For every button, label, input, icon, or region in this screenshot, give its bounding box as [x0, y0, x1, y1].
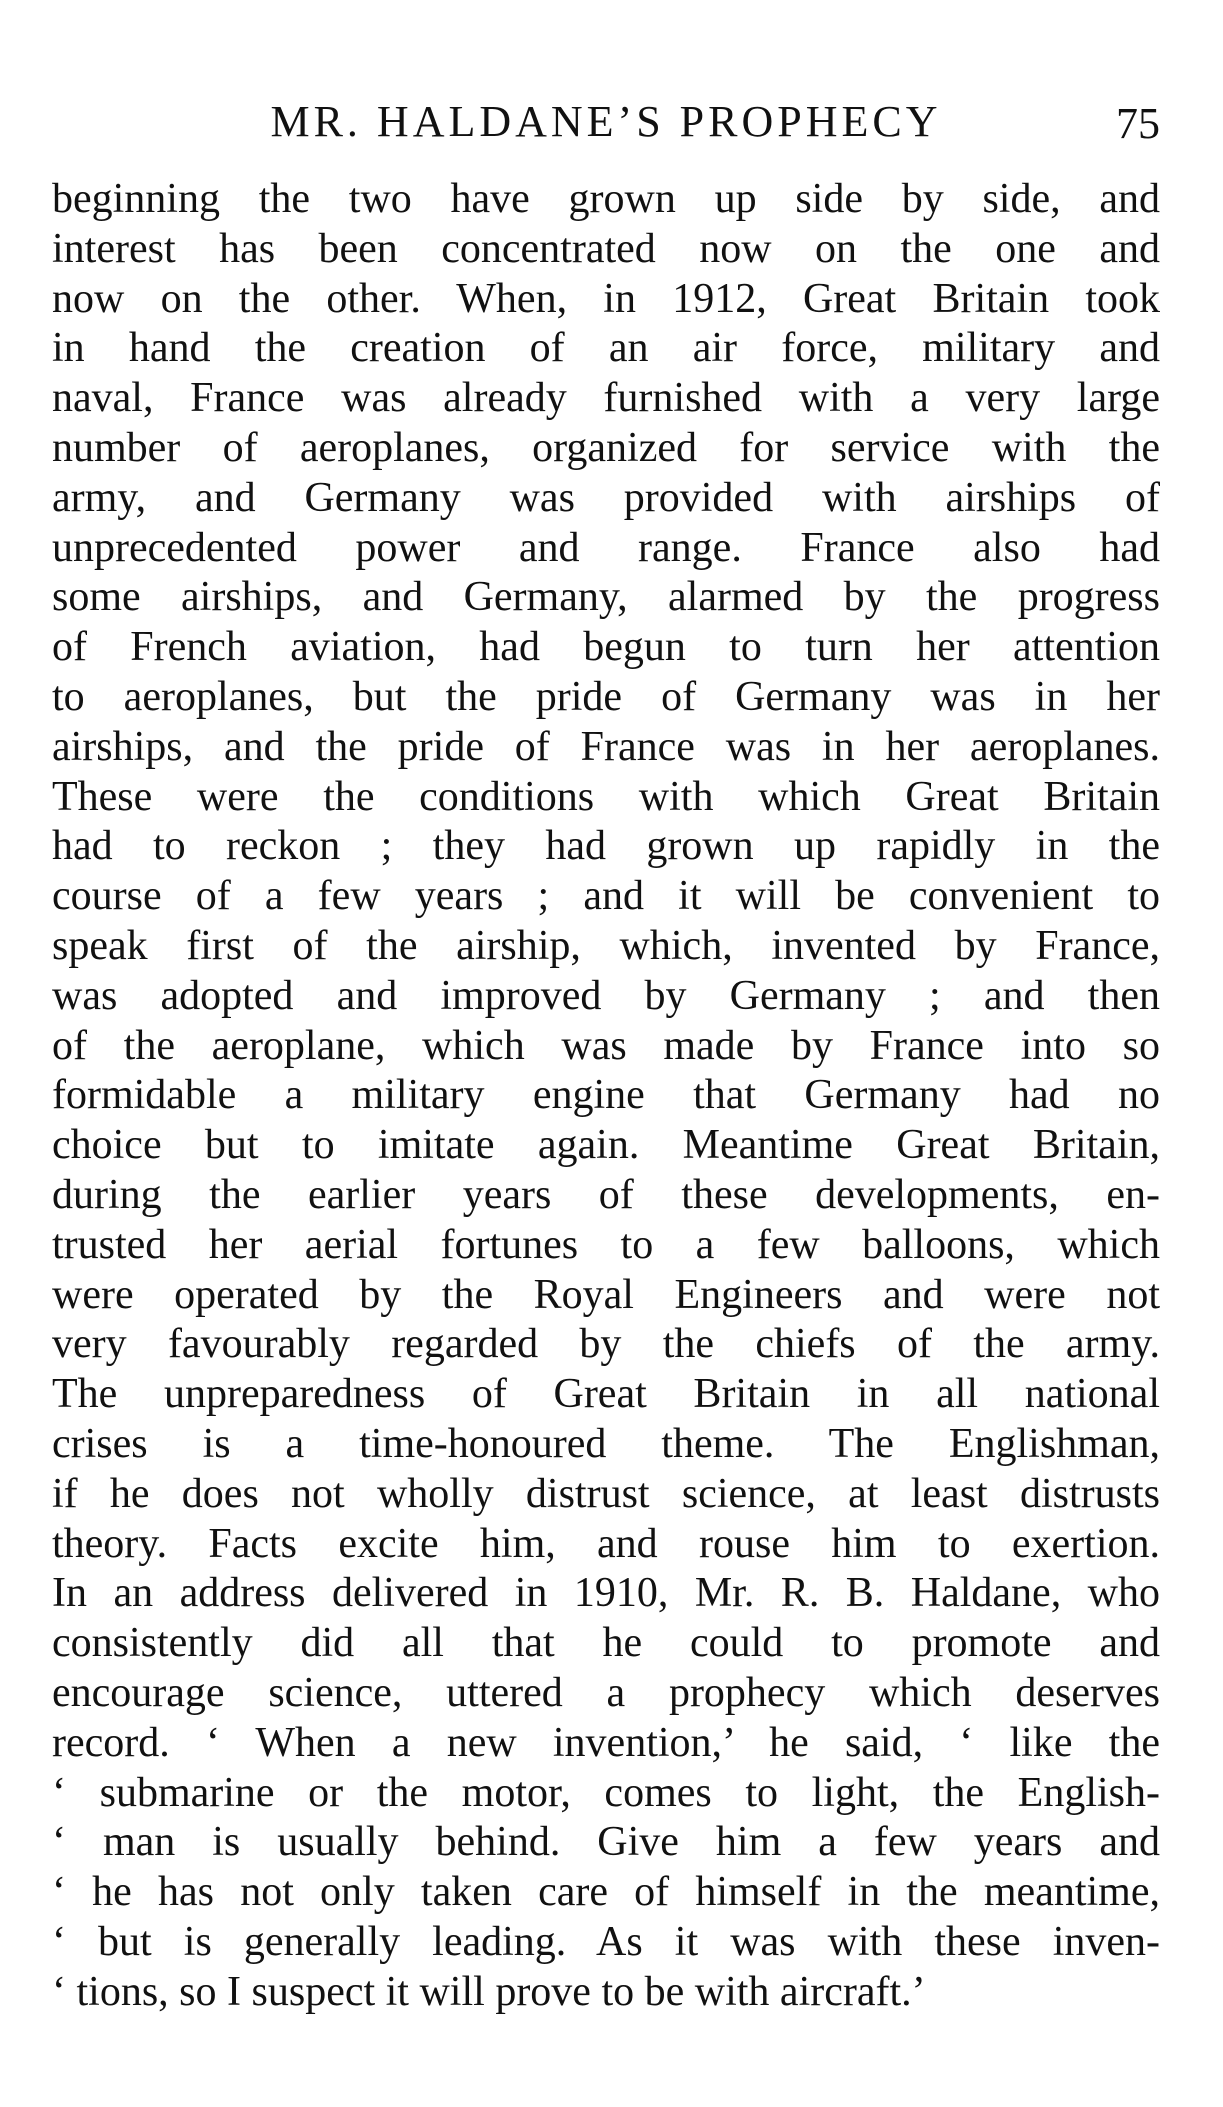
text-line: army, and Germany was provided with airships of [52, 474, 1160, 521]
text-line: course of a few years ; and it will be convenient to [52, 873, 1160, 920]
running-title: MR. HALDANE’S PROPHECY [270, 97, 942, 146]
text-line: record. ‘ When a new invention,’ he said, ‘ like the [52, 1719, 1160, 1766]
text-line: ‘ he has not only taken care of himself in the meantime, [52, 1869, 1160, 1916]
text-line: number of aeroplanes, organized for service with the [52, 424, 1160, 471]
text-line: naval, France was already furnished with a very large [52, 375, 1160, 422]
text-line: during the earlier years of these developments, en- [52, 1171, 1160, 1218]
page-number: 75 [1116, 99, 1160, 148]
text-line: beginning the two have grown up side by side, and [52, 176, 1160, 222]
text-line: speak first of the airship, which, invented by France, [52, 922, 1160, 969]
text-line: interest has been concentrated now on the one and [52, 225, 1160, 272]
text-line: ‘ submarine or the motor, comes to light, the English- [52, 1769, 1160, 1816]
text-line: The unpreparedness of Great Britain in all national [52, 1371, 1160, 1418]
body-text [52, 175, 1160, 2017]
text-line: unprecedented power and range. France also had [52, 524, 1160, 571]
text-line: of the aeroplane, which was made by France into so [52, 1022, 1160, 1069]
text-line: crises is a time-honoured theme. The Englishman, [52, 1420, 1160, 1467]
text-line: was adopted and improved by Germany ; and then [52, 972, 1160, 1019]
text-line: airships, and the pride of France was in her aeroplanes. [52, 723, 1160, 770]
text-line: trusted her aerial fortunes to a few balloons, which [52, 1221, 1160, 1268]
text-line: formidable a military engine that Germany had no [52, 1072, 1160, 1119]
text-line: were operated by the Royal Engineers and were not [52, 1271, 1160, 1318]
text-line: in hand the creation of an air force, military and [52, 325, 1160, 372]
text-line: if he does not wholly distrust science, at least distrusts [52, 1470, 1160, 1517]
text-line: had to reckon ; they had grown up rapidly in the [52, 823, 1160, 870]
text-line: theory. Facts excite him, and rouse him to exertion. [52, 1520, 1160, 1567]
text-line: to aeroplanes, but the pride of Germany was in her [52, 673, 1160, 720]
text-line: now on the other. When, in 1912, Great Britain took [52, 275, 1160, 322]
text-line: ‘ tions, so I suspect it will prove to be with aircraft.’ [52, 1968, 926, 2015]
text-line: very favourably regarded by the chiefs of the army. [52, 1321, 1160, 1368]
text-line: ‘ but is generally leading. As it was with these inven- [52, 1918, 1160, 1965]
text-line: These were the conditions with which Great Britain [52, 773, 1160, 820]
text-line: consistently did all that he could to promote and [52, 1620, 1160, 1667]
text-line: encourage science, uttered a prophecy which deserves [52, 1669, 1160, 1716]
text-line: ‘ man is usually behind. Give him a few years and [52, 1819, 1160, 1866]
running-head [52, 92, 1160, 152]
text-line: some airships, and Germany, alarmed by the progress [52, 574, 1160, 621]
text-line: In an address delivered in 1910, Mr. R. B. Haldane, who [52, 1570, 1160, 1617]
text-line: choice but to imitate again. Meantime Great Britain, [52, 1122, 1160, 1169]
text-line: of French aviation, had begun to turn her attention [52, 624, 1160, 671]
